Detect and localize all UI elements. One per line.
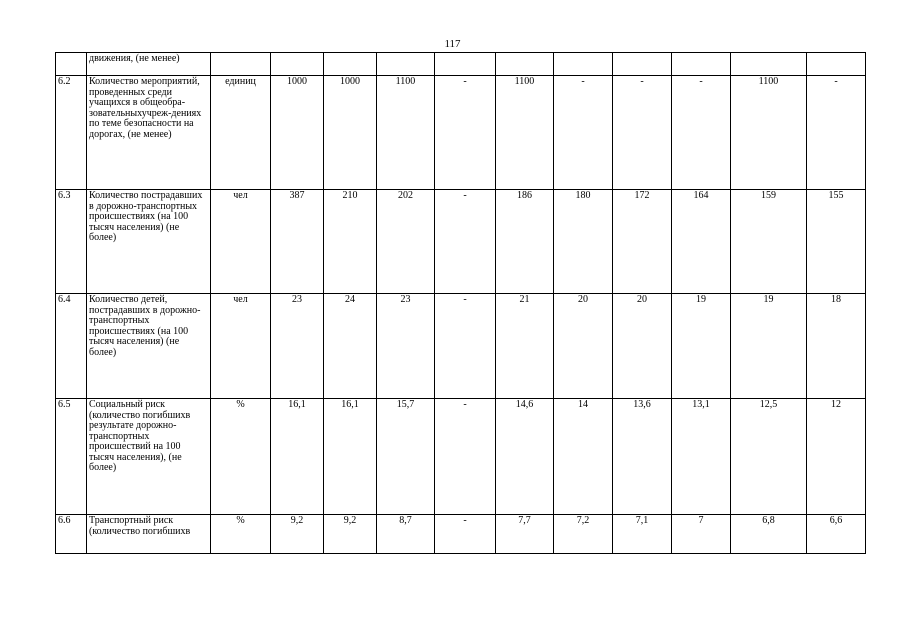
value-cell: -: [435, 515, 496, 554]
page-number: 117: [444, 38, 461, 50]
value-cell: 9,2: [324, 515, 377, 554]
table-row: [56, 76, 866, 190]
value-cell: [377, 53, 435, 76]
value-cell: 7: [672, 515, 731, 554]
row-description: движения, (не менее): [87, 53, 211, 76]
value-cell: 19: [672, 294, 731, 399]
value-cell: 387: [271, 190, 324, 294]
value-cell: 1000: [271, 76, 324, 190]
row-number: 6.2: [56, 76, 87, 190]
value-cell: 1100: [377, 76, 435, 190]
row-description: Социальный риск (количество погибшихв результате дорожно-транспортных происшествий на 100 тысяч населения), (не более): [87, 399, 211, 515]
value-cell: [672, 53, 731, 76]
value-cell: 159: [731, 190, 807, 294]
row-number: [56, 53, 87, 76]
row-unit: чел: [211, 190, 271, 294]
table-row: [56, 515, 866, 554]
value-cell: 180: [554, 190, 613, 294]
value-cell: 12,5: [731, 399, 807, 515]
value-cell: 1100: [496, 76, 554, 190]
value-cell: 18: [807, 294, 866, 399]
row-number: 6.5: [56, 399, 87, 515]
row-number: 6.4: [56, 294, 87, 399]
value-cell: 13,1: [672, 399, 731, 515]
value-cell: 172: [613, 190, 672, 294]
value-cell: 202: [377, 190, 435, 294]
row-description: Количество детей, пострадавших в дорожно-транспортных происшествиях (на 100 тысяч населения) (не более): [87, 294, 211, 399]
value-cell: 24: [324, 294, 377, 399]
value-cell: -: [807, 76, 866, 190]
value-cell: 6,8: [731, 515, 807, 554]
value-cell: 7,2: [554, 515, 613, 554]
value-cell: 7,1: [613, 515, 672, 554]
value-cell: 16,1: [324, 399, 377, 515]
row-description: Количество мероприятий, проведенных среди учащихся в общеобра-зовательныхучреж-дениях по теме безопасности на дорогах, (не менее): [87, 76, 211, 190]
value-cell: 20: [613, 294, 672, 399]
table-row: [56, 399, 866, 515]
row-description: Количество пострадавших в дорожно-транспортных происшествиях (на 100 тысяч населения) (не более): [87, 190, 211, 294]
table-row: [56, 294, 866, 399]
value-cell: -: [435, 399, 496, 515]
value-cell: 155: [807, 190, 866, 294]
value-cell: 14,6: [496, 399, 554, 515]
value-cell: [496, 53, 554, 76]
value-cell: 6,6: [807, 515, 866, 554]
row-unit: %: [211, 399, 271, 515]
value-cell: 12: [807, 399, 866, 515]
value-cell: 23: [271, 294, 324, 399]
value-cell: [807, 53, 866, 76]
value-cell: [435, 53, 496, 76]
value-cell: -: [554, 76, 613, 190]
value-cell: 15,7: [377, 399, 435, 515]
value-cell: 23: [377, 294, 435, 399]
value-cell: [731, 53, 807, 76]
value-cell: 21: [496, 294, 554, 399]
value-cell: 14: [554, 399, 613, 515]
value-cell: [324, 53, 377, 76]
row-number: 6.6: [56, 515, 87, 554]
value-cell: 19: [731, 294, 807, 399]
row-unit: %: [211, 515, 271, 554]
indicators-table: [55, 52, 866, 554]
row-unit: единиц: [211, 76, 271, 190]
value-cell: 20: [554, 294, 613, 399]
table-row: [56, 53, 866, 76]
value-cell: 210: [324, 190, 377, 294]
value-cell: [554, 53, 613, 76]
value-cell: 1100: [731, 76, 807, 190]
value-cell: 1000: [324, 76, 377, 190]
value-cell: -: [435, 190, 496, 294]
row-number: 6.3: [56, 190, 87, 294]
value-cell: [613, 53, 672, 76]
value-cell: 16,1: [271, 399, 324, 515]
value-cell: 9,2: [271, 515, 324, 554]
row-unit: чел: [211, 294, 271, 399]
value-cell: 186: [496, 190, 554, 294]
value-cell: 13,6: [613, 399, 672, 515]
value-cell: 164: [672, 190, 731, 294]
value-cell: 8,7: [377, 515, 435, 554]
value-cell: 7,7: [496, 515, 554, 554]
value-cell: -: [672, 76, 731, 190]
value-cell: -: [435, 76, 496, 190]
row-description: Транспортный риск (количество погибшихв: [87, 515, 211, 554]
row-unit: [211, 53, 271, 76]
value-cell: [271, 53, 324, 76]
table-body: [56, 53, 866, 554]
table-row: [56, 190, 866, 294]
value-cell: -: [613, 76, 672, 190]
value-cell: -: [435, 294, 496, 399]
